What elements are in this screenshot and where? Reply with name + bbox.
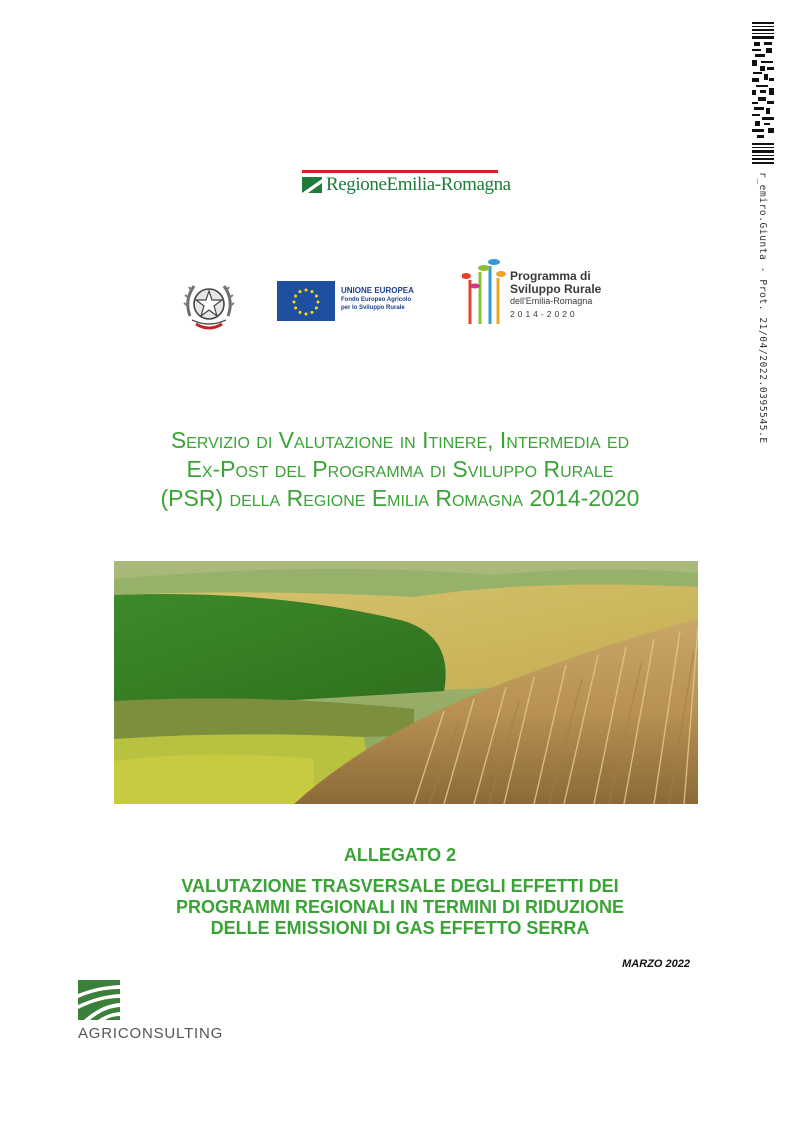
protocol-stamp: r_emiro.Giunta - Prot. 21/04/2022.0395545.E	[757, 172, 768, 444]
annex-heading	[60, 843, 740, 939]
regione-logo	[302, 170, 511, 200]
title-line-1: Servizio di Valutazione in Itinere, Intermedia ed	[170, 427, 630, 453]
eu-fund-line1: Fondo Europeo Agricolo	[341, 297, 412, 303]
regione-name: RegioneEmilia-Romagna	[326, 174, 511, 195]
annex-subtitle-line-1: VALUTAZIONE TRASVERSALE DEGLI EFFETTI DEI	[181, 876, 619, 896]
regione-logo-bar	[302, 170, 498, 173]
psr-logo	[462, 256, 612, 328]
title-line-3: (PSR) della Regione Emilia Romagna 2014-2020	[160, 485, 640, 511]
psr-years: 2014-2020	[510, 309, 578, 319]
psr-line3: dell'Emilia-Romagna	[510, 296, 593, 306]
agriconsulting-name: AGRICONSULTING	[78, 1025, 224, 1042]
annex-subtitle-line-2: PROGRAMMI REGIONALI IN TERMINI DI RIDUZIONE	[176, 897, 624, 917]
psr-sprouts-icon	[462, 256, 506, 328]
annex-label: ALLEGATO 2	[343, 845, 457, 865]
eu-fund-line2: per lo Sviluppo Rurale	[341, 305, 405, 311]
protocol-barcode	[752, 22, 774, 164]
psr-line2: Sviluppo Rurale	[510, 282, 602, 296]
wheat-field-landscape-image	[114, 561, 698, 804]
document-date: MARZO 2022	[622, 958, 690, 970]
eu-title: UNIONE EUROPEA	[341, 286, 414, 295]
eu-logo	[277, 281, 427, 323]
italian-republic-emblem-icon	[182, 276, 236, 336]
annex-subtitle-line-3: DELLE EMISSIONI DI GAS EFFETTO SERRA	[210, 918, 590, 938]
document-title	[60, 426, 740, 513]
eu-flag-icon	[277, 281, 335, 321]
regione-mark-icon	[302, 177, 322, 193]
agriconsulting-logo-icon	[78, 980, 120, 1020]
title-line-2: Ex-Post del Programma di Sviluppo Rurale	[186, 456, 614, 482]
psr-line1: Programma di	[510, 269, 591, 283]
